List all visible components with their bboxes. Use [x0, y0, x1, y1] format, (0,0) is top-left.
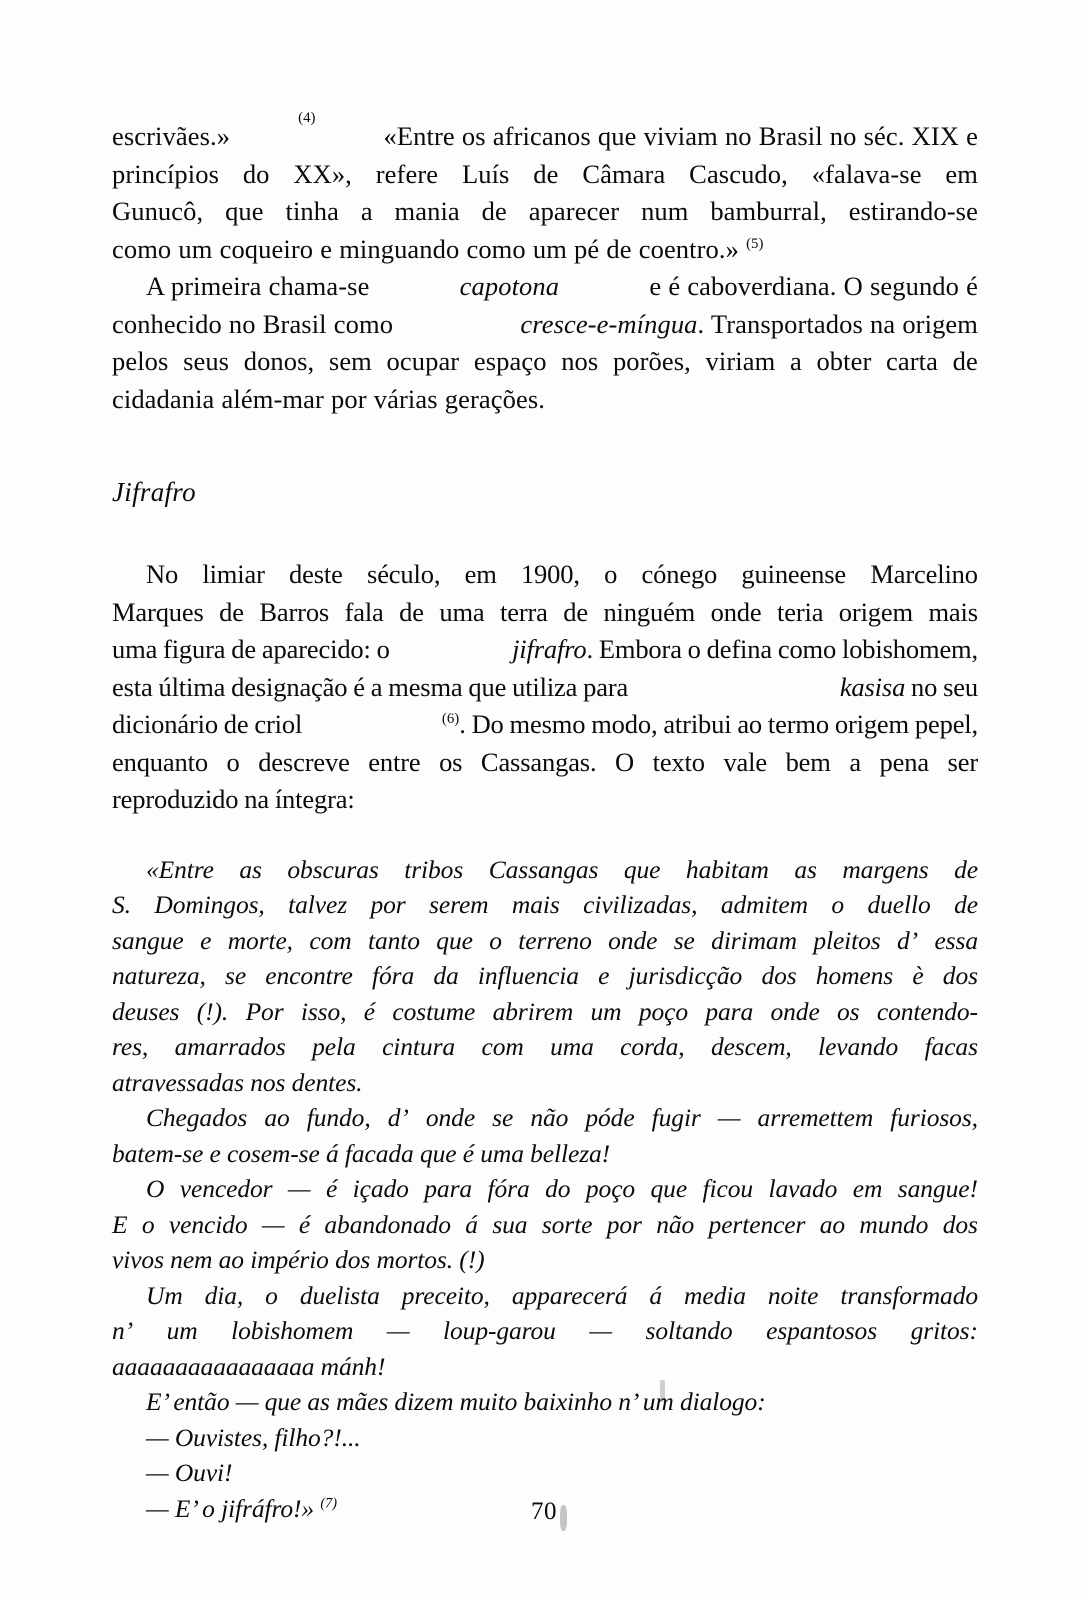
- text-run: furiosos,: [890, 1103, 978, 1132]
- text-run: o: [604, 559, 618, 589]
- text-run: facas: [924, 1032, 978, 1061]
- text-run: içado: [352, 1174, 409, 1203]
- text-run: donos,: [243, 346, 315, 376]
- text-run: Marques: [112, 596, 204, 627]
- quote-line: [112, 923, 978, 959]
- text-run: como um coqueiro e minguando como um pé de coentro.»: [112, 233, 747, 264]
- text-run: fala: [344, 596, 384, 627]
- text-run: a: [360, 196, 373, 226]
- text-run: Um: [146, 1280, 183, 1310]
- text-run: (!).: [196, 996, 229, 1026]
- page-content: [112, 110, 978, 1526]
- text-run: amarrados: [174, 1032, 286, 1061]
- block-quote-cassangas: [112, 852, 978, 1527]
- text-run: os: [439, 746, 463, 777]
- text-run: civilizadas,: [583, 890, 698, 919]
- text-run: e: [200, 925, 212, 955]
- paragraph-escrivaes: [112, 110, 978, 268]
- footnote-marker: (5): [746, 235, 764, 252]
- text-run: abandonado: [324, 1209, 451, 1239]
- text-run: texto: [652, 746, 705, 777]
- text-run: «falava-se: [811, 158, 922, 189]
- text-run: apparecerá: [511, 1280, 628, 1310]
- text-run: isso,: [300, 996, 347, 1026]
- text-run: onde: [770, 996, 820, 1026]
- text-run: dirimam: [711, 925, 797, 955]
- text-run: res,: [112, 1032, 149, 1061]
- text-run: o: [831, 890, 845, 919]
- text-run: dicionário de criol: [112, 709, 309, 739]
- text-run: seus: [183, 346, 230, 376]
- text-run: nos: [561, 346, 599, 376]
- text-run: d’: [387, 1103, 409, 1132]
- text-run: e é caboverdiana. O segundo é: [642, 271, 978, 301]
- text-run: Marcelino: [870, 559, 978, 589]
- text-run: cintura: [382, 1032, 456, 1061]
- text-run: —: [717, 1103, 741, 1132]
- text-run: soltando: [645, 1316, 733, 1345]
- section-heading: Jifrafro: [112, 477, 196, 507]
- text-run: o: [141, 1209, 155, 1239]
- text-run: reproduzido na íntegra:: [112, 784, 355, 814]
- footnote-marker: (7): [320, 1495, 337, 1511]
- text-run: noite: [767, 1280, 819, 1310]
- text-run: Cascudo,: [689, 158, 788, 189]
- text-run: viriam: [705, 346, 776, 376]
- text-run: mais: [928, 596, 978, 627]
- text-run: vale: [723, 746, 767, 777]
- text-run: de: [533, 158, 559, 189]
- text-run: batem-se e cosem-se á facada que é uma belleza!: [112, 1138, 611, 1168]
- text-run: é: [363, 996, 376, 1026]
- quote-line: [112, 1100, 978, 1136]
- text-run: do: [242, 158, 270, 189]
- text-run: se: [673, 925, 695, 955]
- text-run: natureza,: [112, 961, 206, 990]
- text-run: da: [433, 961, 459, 990]
- text-run: mais: [511, 890, 560, 919]
- emphasis-jifrafro: jifrafro: [512, 634, 587, 664]
- text-line: [112, 631, 978, 669]
- text-run: dos: [942, 961, 978, 990]
- text-run: duello: [867, 890, 931, 919]
- text-run: em: [945, 158, 978, 189]
- quote-line: [112, 1278, 978, 1314]
- text-run: Chegados: [146, 1103, 248, 1132]
- quote-line-e-entao: [112, 1384, 978, 1420]
- text-run: homens: [815, 961, 894, 990]
- text-run: descem,: [710, 1032, 792, 1061]
- text-run: tribos: [404, 854, 464, 884]
- text-run: se: [492, 1103, 514, 1132]
- text-run: do: [545, 1174, 571, 1203]
- text-run: uma: [439, 596, 485, 627]
- text-run: de: [399, 596, 424, 627]
- text-run: por: [370, 890, 406, 919]
- text-run: com: [309, 925, 352, 955]
- text-run: bem: [785, 746, 831, 777]
- text-run: descreve: [258, 746, 350, 777]
- text-run: porões,: [612, 346, 691, 376]
- text-run: poço: [638, 996, 688, 1026]
- text-run: conhecido no Brasil como: [112, 308, 401, 339]
- page-number: 70: [531, 1498, 557, 1525]
- quote-line: [112, 1171, 978, 1207]
- text-run: jurisdicção: [628, 961, 743, 990]
- text-run: O: [146, 1174, 165, 1203]
- text-run: o: [226, 746, 240, 777]
- paragraph-a-primeira: [112, 268, 978, 418]
- text-run: Barros: [259, 596, 330, 627]
- text-run: loup-garou: [443, 1316, 556, 1345]
- text-run: essa: [934, 925, 978, 955]
- text-line: [112, 306, 978, 344]
- text-run: mundo: [859, 1209, 929, 1239]
- text-run: fundo,: [306, 1103, 371, 1132]
- text-run: sangue: [112, 925, 184, 955]
- text-line: [112, 193, 978, 231]
- text-run: . Transportados na origem: [697, 308, 978, 339]
- text-run: ficou: [702, 1174, 754, 1203]
- text-run: origem: [838, 596, 913, 627]
- text-run: enquanto: [112, 746, 208, 777]
- text-run: onde: [425, 1103, 476, 1132]
- text-run: a: [789, 346, 802, 376]
- text-run: é: [325, 1174, 338, 1203]
- text-line: [112, 744, 978, 782]
- text-run: espantosos: [766, 1316, 878, 1345]
- text-run: atravessadas nos dentes.: [112, 1067, 363, 1097]
- quote-line: [112, 1065, 978, 1101]
- text-run: estirando-se: [848, 196, 978, 226]
- text-run: num: [641, 196, 689, 226]
- text-run: cidadania além-mar por várias gerações.: [112, 383, 545, 414]
- text-line: [112, 268, 978, 306]
- text-run: os: [837, 996, 860, 1026]
- text-run: lobishomem: [231, 1316, 354, 1345]
- text-run: princípios: [112, 158, 219, 189]
- quote-line: [112, 1313, 978, 1349]
- text-run: as: [239, 854, 262, 884]
- text-run: costume: [392, 996, 476, 1026]
- footnote-marker: (4): [298, 110, 316, 126]
- emphasis-cresce-e-mingua: cresce-e-míngua: [520, 308, 698, 339]
- text-run: E’ então — que as mães dizem muito baixinho n’ um dialogo:: [146, 1387, 766, 1416]
- quote-line: [112, 994, 978, 1030]
- text-run: contendo-: [876, 996, 978, 1026]
- text-run: uma figura de aparecido: o: [112, 634, 396, 664]
- text-run: n’: [112, 1316, 134, 1345]
- quote-line: [112, 1349, 978, 1385]
- text-run: limiar: [202, 559, 265, 589]
- text-run: sangue!: [897, 1174, 978, 1203]
- text-run: sua: [492, 1209, 528, 1239]
- text-run: duelista: [299, 1280, 380, 1310]
- text-run: pleitos: [813, 925, 881, 955]
- text-run: um: [590, 996, 622, 1026]
- text-run: . Embora o defina como lobishomem,: [586, 634, 978, 664]
- text-run: um: [166, 1316, 198, 1345]
- text-run: corda,: [620, 1032, 685, 1061]
- text-line: [112, 669, 978, 707]
- text-run: encontre: [265, 961, 353, 990]
- text-line: [112, 706, 978, 744]
- text-run: aaaaaaaaaaaaaaaa mánh!: [112, 1351, 386, 1381]
- text-run: —: [287, 1174, 311, 1203]
- text-run: levando: [818, 1032, 899, 1061]
- text-run: em: [464, 559, 497, 589]
- text-run: a: [849, 746, 861, 777]
- text-run: lavado: [768, 1174, 838, 1203]
- text-run: serem: [429, 890, 489, 919]
- text-run: sorte: [541, 1209, 593, 1239]
- quote-line-ouvi: [112, 1455, 978, 1491]
- text-run: vencido: [168, 1209, 248, 1239]
- text-run: A primeira chama-se: [146, 271, 377, 301]
- text-run: arremettem: [757, 1103, 874, 1132]
- text-run: de: [952, 346, 978, 376]
- text-run: gritos:: [910, 1316, 978, 1345]
- text-run: — E’ o jifráfro!»: [146, 1493, 321, 1523]
- quote-line: [112, 887, 978, 923]
- text-run: fóra: [487, 1174, 530, 1203]
- text-line: [112, 594, 978, 632]
- text-run: guineense: [741, 559, 847, 589]
- text-run: escrivães.»: [112, 121, 238, 151]
- text-run: «Entre: [146, 854, 214, 884]
- text-run: dia,: [204, 1280, 244, 1310]
- text-run: que: [225, 196, 264, 226]
- text-run: sem: [328, 346, 372, 376]
- text-run: tinha: [285, 196, 339, 226]
- text-run: esta última designação é a mesma que utiliza para: [112, 671, 635, 702]
- text-run: vencedor: [179, 1174, 273, 1203]
- quote-line: [112, 1207, 978, 1243]
- text-run: E: [112, 1209, 128, 1239]
- text-run: que: [436, 925, 473, 955]
- text-run: ocupar: [386, 346, 460, 376]
- text-run: para: [424, 1174, 473, 1203]
- text-run: pelos: [112, 346, 169, 376]
- text-run: com: [481, 1032, 524, 1061]
- text-run: —: [261, 1209, 285, 1239]
- text-run: que: [623, 854, 661, 884]
- emphasis-capotona: capotona: [459, 271, 560, 301]
- emphasis-kasisa: kasisa: [839, 671, 906, 702]
- text-run: — Ouvi!: [146, 1458, 233, 1487]
- text-run: Câmara: [582, 158, 666, 189]
- text-line: [112, 156, 978, 194]
- text-run: d’: [897, 925, 919, 955]
- text-run: ao: [264, 1103, 290, 1132]
- text-run: em: [852, 1174, 883, 1203]
- text-run: terra: [500, 596, 548, 627]
- text-run: tanto: [367, 925, 420, 955]
- text-run: Gunucô,: [112, 196, 204, 226]
- text-run: poço: [585, 1174, 636, 1203]
- text-run: Luís: [461, 158, 510, 189]
- text-run: Por: [245, 996, 284, 1026]
- text-run: Cassangas: [488, 854, 599, 884]
- text-line: [112, 556, 978, 594]
- text-run: de: [954, 890, 978, 919]
- text-line: [112, 231, 978, 269]
- text-run: no seu: [905, 671, 978, 702]
- text-run: que: [650, 1174, 688, 1203]
- text-run: dos: [942, 1209, 978, 1239]
- text-line: [112, 781, 978, 819]
- text-run: pertencer: [708, 1209, 806, 1239]
- text-run: S.: [112, 890, 131, 919]
- text-run: á: [649, 1280, 663, 1310]
- text-run: ser: [947, 746, 978, 777]
- text-run: XX»,: [293, 158, 352, 189]
- text-run: obter: [816, 346, 872, 376]
- text-run: de: [219, 596, 244, 627]
- text-line: [112, 110, 978, 156]
- text-run: uma: [550, 1032, 594, 1061]
- text-run: O: [615, 746, 635, 777]
- text-run: o: [265, 1280, 278, 1310]
- text-run: onde: [608, 925, 658, 955]
- text-run: as: [794, 854, 817, 884]
- text-run: ao: [819, 1209, 846, 1239]
- text-run: . Do mesmo modo, atribui ao termo origem pepel,: [459, 709, 978, 739]
- text-run: teria: [777, 596, 824, 627]
- text-run: No: [146, 559, 179, 589]
- text-run: para: [705, 996, 754, 1026]
- text-run: não: [656, 1209, 695, 1239]
- text-run: fugir: [651, 1103, 701, 1132]
- text-run: vivos nem ao império dos mortos. (!): [112, 1245, 485, 1274]
- text-run: ninguém: [603, 596, 696, 627]
- text-run: admitem: [720, 890, 808, 919]
- quote-line: [112, 958, 978, 994]
- quote-line: [112, 852, 978, 888]
- text-run: abrirem: [492, 996, 574, 1026]
- text-run: não: [530, 1103, 569, 1132]
- text-run: — Ouvistes, filho?!...: [146, 1422, 361, 1452]
- text-run: «Entre os africanos que viviam no Brasil no séc. XIX e: [376, 121, 978, 151]
- text-run: é: [298, 1209, 311, 1239]
- text-run: morte,: [227, 925, 293, 955]
- text-run: de: [954, 854, 978, 884]
- text-run: onde: [710, 596, 762, 627]
- text-run: terreno: [518, 925, 592, 955]
- text-run: preceito,: [401, 1280, 490, 1310]
- text-run: obscuras: [287, 854, 379, 884]
- quote-line-ouvistes: [112, 1420, 978, 1456]
- text-run: póde: [585, 1103, 635, 1132]
- text-run: transformado: [840, 1280, 978, 1310]
- text-run: Cassangas.: [480, 746, 597, 777]
- quote-line: [112, 1029, 978, 1065]
- text-run: influencia: [477, 961, 579, 990]
- text-run: espaço: [473, 346, 547, 376]
- text-run: è: [912, 961, 924, 990]
- text-run: fóra: [372, 961, 415, 990]
- text-run: deuses: [112, 996, 180, 1026]
- text-line: [112, 381, 978, 419]
- text-run: —: [386, 1316, 410, 1345]
- text-run: margens: [842, 854, 929, 884]
- quote-line: [112, 1242, 978, 1278]
- text-run: bamburral,: [710, 196, 827, 226]
- text-run: pela: [312, 1032, 356, 1061]
- text-run: mania: [394, 196, 460, 226]
- text-run: Domingos,: [154, 890, 265, 919]
- paragraph-no-limiar: [112, 556, 978, 819]
- text-run: de: [563, 596, 588, 627]
- text-run: por: [606, 1209, 642, 1239]
- text-run: século,: [367, 559, 441, 589]
- text-run: entre: [368, 746, 421, 777]
- quote-line: [112, 1136, 978, 1172]
- text-run: se: [225, 961, 247, 990]
- text-run: media: [684, 1280, 746, 1310]
- text-run: 1900,: [520, 559, 580, 589]
- text-run: habitam: [685, 854, 769, 884]
- text-run: —: [589, 1316, 612, 1345]
- text-line: [112, 343, 978, 381]
- text-run: á: [465, 1209, 478, 1239]
- text-run: aparecer: [528, 196, 620, 226]
- text-run: o: [489, 925, 502, 955]
- text-run: dos: [761, 961, 797, 990]
- footnote-marker: (6): [441, 711, 460, 728]
- text-run: pena: [879, 746, 929, 777]
- text-run: cónego: [641, 559, 718, 589]
- text-run: de: [481, 196, 507, 226]
- text-run: deste: [289, 559, 343, 589]
- text-run: e: [598, 961, 610, 990]
- text-run: talvez: [288, 890, 348, 919]
- text-run: refere: [375, 158, 439, 189]
- text-run: carta: [886, 346, 939, 376]
